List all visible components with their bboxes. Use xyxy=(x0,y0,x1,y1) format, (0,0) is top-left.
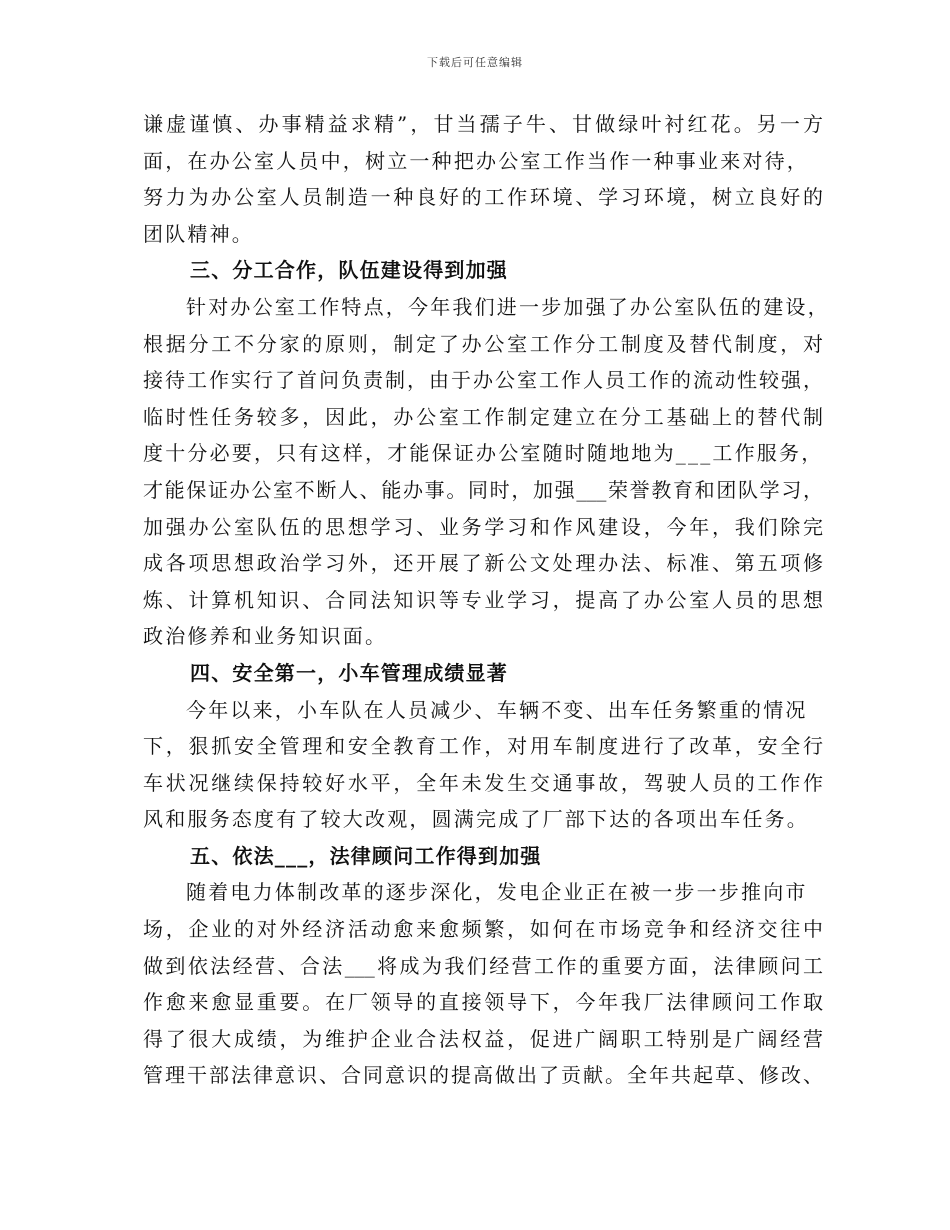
body-line: 得了很大成绩，为维护企业合法权益，促进广阔职工特别是广阔经营 xyxy=(143,1026,823,1051)
section-heading: 四、安全第一，小车管理成绩显著 xyxy=(190,660,508,685)
body-line: 今年以来，小车队在人员减少、车辆不变、出车任务繁重的情况 xyxy=(186,697,808,722)
section-heading: 五、依法___，法律顾问工作得到加强 xyxy=(190,843,542,868)
document-body xyxy=(143,106,830,1094)
body-line: 场，企业的对外经济活动愈来愈频繁，如何在市场竞争和经济交往中 xyxy=(143,917,823,942)
body-line: 车状况继续保持较好水平，全年未发生交通事故，驾驶人员的工作作 xyxy=(143,770,823,795)
body-line: 加强办公室队伍的思想学习、业务学习和作风建设，今年，我们除完 xyxy=(143,514,823,539)
body-line: 谦虚谨慎、办事精益求精”，甘当孺子牛、甘做绿叶衬红花。另一方 xyxy=(143,112,823,136)
page-header: 下载后可任意编辑 xyxy=(427,56,523,69)
body-line: 成各项思想政治学习外，还开展了新公文处理办法、标准、第五项修 xyxy=(143,551,823,576)
body-line: 团队精神。 xyxy=(143,221,254,246)
body-line: 面，在办公室人员中，树立一种把办公室工作当作一种事业来对待， xyxy=(143,148,809,173)
section-heading: 三、分工合作，队伍建设得到加强 xyxy=(190,258,508,283)
body-line: 随着电力体制改革的逐步深化，发电企业正在被一步一步推向市 xyxy=(186,880,808,905)
body-line: 风和服务态度有了较大改观，圆满完成了厂部下达的各项出车任务。 xyxy=(143,807,809,832)
body-line: 度十分必要，只有这样，才能保证办公室随时随地地为___工作服务， xyxy=(143,441,824,466)
body-line: 临时性任务较多，因此，办公室工作制定建立在分工基础上的替代制 xyxy=(143,404,823,429)
body-line: 根据分工不分家的原则，制定了办公室工作分工制度及替代制度，对 xyxy=(143,331,823,356)
body-line: 政治修养和业务知识面。 xyxy=(143,624,388,649)
body-line: 下，狠抓安全管理和安全教育工作，对用车制度进行了改革，安全行 xyxy=(143,734,823,759)
body-line: 针对办公室工作特点，今年我们进一步加强了办公室队伍的建设， xyxy=(186,294,830,319)
body-line: 管理干部法律意识、合同意识的提高做出了贡献。全年共起草、修改、 xyxy=(143,1063,823,1088)
body-line: 才能保证办公室不断人、能办事。同时，加强___荣誉教育和团队学习， xyxy=(143,477,823,502)
body-line: 接待工作实行了首问负责制，由于办公室工作人员工作的流动性较强， xyxy=(143,368,823,393)
body-line: 努力为办公室人员制造一种良好的工作环境、学习环境，树立良好的 xyxy=(143,185,823,210)
body-line: 炼、计算机知识、合同法知识等专业学习，提高了办公室人员的思想 xyxy=(143,587,823,612)
body-line: 做到依法经营、合法___将成为我们经营工作的重要方面，法律顾问工 xyxy=(143,953,823,978)
body-line: 作愈来愈显重要。在厂领导的直接领导下，今年我厂法律顾问工作取 xyxy=(143,990,823,1015)
